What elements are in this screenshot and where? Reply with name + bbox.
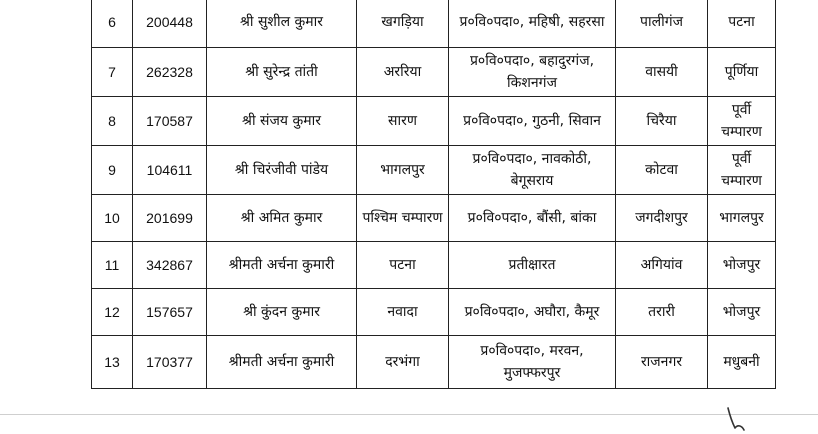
employee-id: 157657 bbox=[133, 289, 207, 336]
officer-name: श्रीमती अर्चना कुमारी bbox=[207, 336, 357, 389]
current-posting: प्र०वि०पदा०, बौंसी, बांका bbox=[449, 195, 616, 242]
current-posting: प्र०वि०पदा०, बहादुरगंज, किशनगंज bbox=[449, 48, 616, 97]
new-block: अगियांव bbox=[616, 242, 708, 289]
table-row bbox=[92, 242, 776, 289]
home-district: खगड़िया bbox=[357, 0, 449, 48]
employee-id: 262328 bbox=[133, 48, 207, 97]
officer-name: श्री सुशील कुमार bbox=[207, 0, 357, 48]
serial-number: 6 bbox=[92, 0, 133, 48]
officer-name: श्री चिरंजीवी पांडेय bbox=[207, 146, 357, 195]
table-row bbox=[92, 97, 776, 146]
new-district: पटना bbox=[708, 0, 776, 48]
serial-number: 11 bbox=[92, 242, 133, 289]
new-district: भागलपुर bbox=[708, 195, 776, 242]
officer-name: श्रीमती अर्चना कुमारी bbox=[207, 242, 357, 289]
officer-name: श्री संजय कुमार bbox=[207, 97, 357, 146]
new-block: जगदीशपुर bbox=[616, 195, 708, 242]
current-posting: प्र०वि०पदा०, महिषी, सहरसा bbox=[449, 0, 616, 48]
employee-id: 170377 bbox=[133, 336, 207, 389]
table-row bbox=[92, 48, 776, 97]
table-row bbox=[92, 336, 776, 389]
transfer-table bbox=[91, 0, 776, 389]
employee-id: 104611 bbox=[133, 146, 207, 195]
table-row bbox=[92, 289, 776, 336]
pen-mark-icon bbox=[722, 404, 752, 434]
home-district: अररिया bbox=[357, 48, 449, 97]
page-edge-line bbox=[0, 414, 818, 415]
serial-number: 9 bbox=[92, 146, 133, 195]
current-posting: प्र०वि०पदा०, नावकोठी, बेगूसराय bbox=[449, 146, 616, 195]
serial-number: 8 bbox=[92, 97, 133, 146]
current-posting: प्र०वि०पदा०, अघौरा, कैमूर bbox=[449, 289, 616, 336]
new-block: पालीगंज bbox=[616, 0, 708, 48]
new-district: पूर्वी चम्पारण bbox=[708, 97, 776, 146]
new-block: राजनगर bbox=[616, 336, 708, 389]
officer-name: श्री अमित कुमार bbox=[207, 195, 357, 242]
home-district: सारण bbox=[357, 97, 449, 146]
home-district: दरभंगा bbox=[357, 336, 449, 389]
serial-number: 13 bbox=[92, 336, 133, 389]
new-district: पूर्णिया bbox=[708, 48, 776, 97]
new-block: कोटवा bbox=[616, 146, 708, 195]
home-district: पश्चिम चम्पारण bbox=[357, 195, 449, 242]
officer-name: श्री सुरेन्द्र तांती bbox=[207, 48, 357, 97]
current-posting: प्र०वि०पदा०, गुठनी, सिवान bbox=[449, 97, 616, 146]
current-posting: प्र०वि०पदा०, मरवन, मुजफ्फरपुर bbox=[449, 336, 616, 389]
new-district: पूर्वी चम्पारण bbox=[708, 146, 776, 195]
new-block: वासयी bbox=[616, 48, 708, 97]
new-district: भोजपुर bbox=[708, 242, 776, 289]
employee-id: 342867 bbox=[133, 242, 207, 289]
officer-name: श्री कुंदन कुमार bbox=[207, 289, 357, 336]
table-row bbox=[92, 146, 776, 195]
new-block: चिरैया bbox=[616, 97, 708, 146]
table-row bbox=[92, 195, 776, 242]
home-district: नवादा bbox=[357, 289, 449, 336]
serial-number: 10 bbox=[92, 195, 133, 242]
table-row bbox=[92, 0, 776, 48]
employee-id: 170587 bbox=[133, 97, 207, 146]
current-posting: प्रतीक्षारत bbox=[449, 242, 616, 289]
new-block: तरारी bbox=[616, 289, 708, 336]
new-district: मधुबनी bbox=[708, 336, 776, 389]
serial-number: 7 bbox=[92, 48, 133, 97]
employee-id: 201699 bbox=[133, 195, 207, 242]
home-district: भागलपुर bbox=[357, 146, 449, 195]
employee-id: 200448 bbox=[133, 0, 207, 48]
new-district: भोजपुर bbox=[708, 289, 776, 336]
serial-number: 12 bbox=[92, 289, 133, 336]
home-district: पटना bbox=[357, 242, 449, 289]
